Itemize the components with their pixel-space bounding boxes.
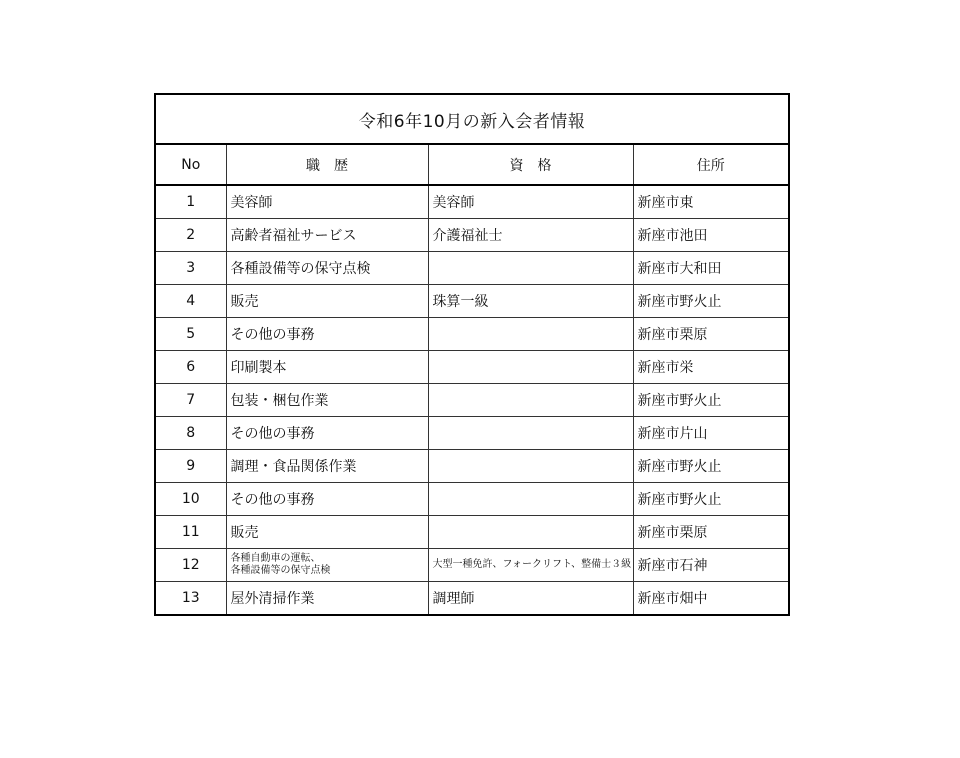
table-row: [156, 285, 788, 318]
cell-career: 屋外清掃作業: [226, 582, 428, 615]
cell-no: 3: [156, 252, 226, 285]
cell-no: 13: [156, 582, 226, 615]
cell-no: 2: [156, 219, 226, 252]
cell-no: 7: [156, 384, 226, 417]
cell-address: 新座市野火止: [633, 384, 788, 417]
cell-address: 新座市栗原: [633, 318, 788, 351]
cell-no: 11: [156, 516, 226, 549]
cell-career: 各種自動車の運転、 各種設備等の保守点検: [226, 549, 428, 582]
cell-career: 各種設備等の保守点検: [226, 252, 428, 285]
table-row: [156, 219, 788, 252]
cell-qualification: 調理師: [428, 582, 633, 615]
cell-no: 10: [156, 483, 226, 516]
member-table: [156, 145, 788, 614]
member-info-sheet: [154, 93, 790, 616]
cell-qualification: 介護福祉士: [428, 219, 633, 252]
cell-qualification: [428, 252, 633, 285]
cell-career: その他の事務: [226, 318, 428, 351]
cell-address: 新座市野火止: [633, 285, 788, 318]
table-row: [156, 516, 788, 549]
table-row: [156, 483, 788, 516]
table-row: [156, 318, 788, 351]
cell-no: 9: [156, 450, 226, 483]
cell-no: 5: [156, 318, 226, 351]
cell-no: 6: [156, 351, 226, 384]
table-body: [156, 185, 788, 614]
table-row: [156, 450, 788, 483]
cell-qualification: 美容師: [428, 185, 633, 219]
cell-address: 新座市東: [633, 185, 788, 219]
table-row: [156, 549, 788, 582]
cell-qualification: [428, 318, 633, 351]
cell-address: 新座市栗原: [633, 516, 788, 549]
cell-no: 12: [156, 549, 226, 582]
cell-career: 美容師: [226, 185, 428, 219]
table-row: [156, 185, 788, 219]
header-no: No: [156, 145, 226, 185]
cell-no: 8: [156, 417, 226, 450]
cell-address: 新座市畑中: [633, 582, 788, 615]
header-address: 住所: [633, 145, 788, 185]
cell-qualification: 大型一種免許、フォークリフト、整備士３級: [428, 549, 633, 582]
cell-address: 新座市野火止: [633, 450, 788, 483]
cell-address: 新座市大和田: [633, 252, 788, 285]
cell-no: 1: [156, 185, 226, 219]
cell-career: その他の事務: [226, 483, 428, 516]
cell-qualification: [428, 384, 633, 417]
cell-address: 新座市片山: [633, 417, 788, 450]
cell-career: 包装・梱包作業: [226, 384, 428, 417]
cell-no: 4: [156, 285, 226, 318]
header-career: 職 歴: [226, 145, 428, 185]
header-qualification: 資 格: [428, 145, 633, 185]
sheet-title: 令和6年10月の新入会者情報: [156, 95, 788, 145]
header-row: [156, 145, 788, 185]
cell-address: 新座市栄: [633, 351, 788, 384]
table-row: [156, 417, 788, 450]
cell-qualification: 珠算一級: [428, 285, 633, 318]
cell-career: 販売: [226, 285, 428, 318]
cell-qualification: [428, 516, 633, 549]
cell-qualification: [428, 450, 633, 483]
table-row: [156, 351, 788, 384]
cell-qualification: [428, 351, 633, 384]
cell-career: 調理・食品関係作業: [226, 450, 428, 483]
cell-address: 新座市石神: [633, 549, 788, 582]
cell-qualification: [428, 417, 633, 450]
cell-career: 販売: [226, 516, 428, 549]
cell-career: 高齢者福祉サービス: [226, 219, 428, 252]
table-row: [156, 384, 788, 417]
cell-address: 新座市池田: [633, 219, 788, 252]
cell-career: 印刷製本: [226, 351, 428, 384]
cell-qualification: [428, 483, 633, 516]
table-row: [156, 582, 788, 615]
table-row: [156, 252, 788, 285]
cell-career: その他の事務: [226, 417, 428, 450]
cell-address: 新座市野火止: [633, 483, 788, 516]
